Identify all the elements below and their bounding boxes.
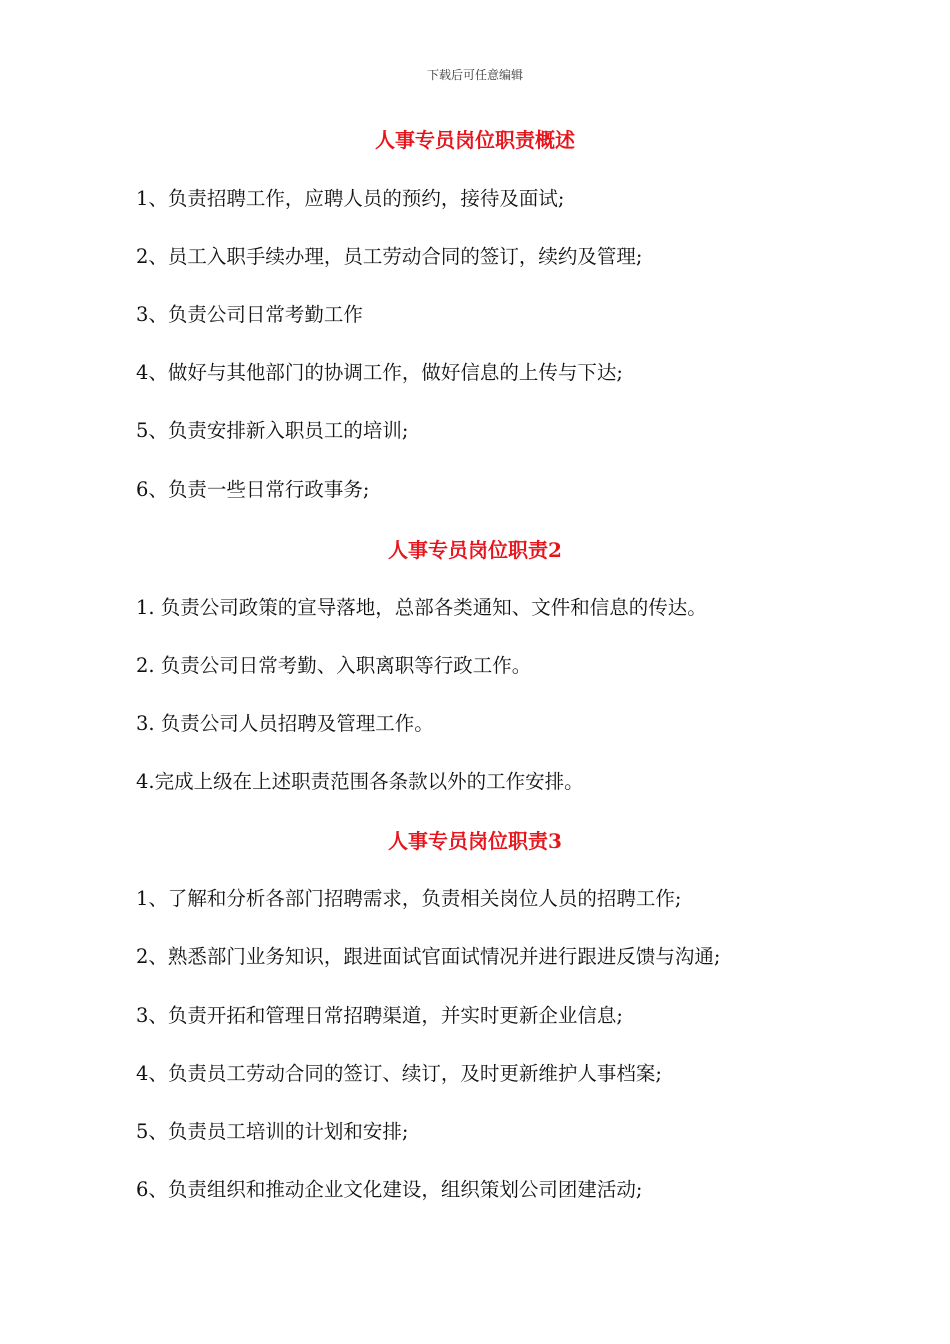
list-item: 1、负责招聘工作，应聘人员的预约，接待及面试;	[136, 187, 565, 210]
section-title-3: 人事专员岗位职责3	[388, 829, 562, 853]
list-item: 4.完成上级在上述职责范围各条款以外的工作安排。	[136, 770, 584, 793]
list-item: 1、了解和分析各部门招聘需求，负责相关岗位人员的招聘工作;	[136, 887, 682, 910]
list-item: 3、负责公司日常考勤工作	[136, 303, 363, 326]
list-item: 3. 负责公司人员招聘及管理工作。	[136, 712, 434, 735]
section-title-1: 人事专员岗位职责概述	[375, 128, 575, 152]
list-item: 1. 负责公司政策的宣导落地，总部各类通知、文件和信息的传达。	[136, 596, 707, 619]
list-item: 6、负责组织和推动企业文化建设，组织策划公司团建活动;	[136, 1178, 643, 1201]
list-item: 5、负责安排新入职员工的培训;	[136, 419, 409, 442]
list-item: 4、负责员工劳动合同的签订、续订，及时更新维护人事档案;	[136, 1062, 662, 1085]
list-item: 2、熟悉部门业务知识，跟进面试官面试情况并进行跟进反馈与沟通;	[136, 945, 721, 968]
section-title-2: 人事专员岗位职责2	[388, 538, 562, 562]
list-item: 6、负责一些日常行政事务;	[136, 478, 370, 501]
list-item: 3、负责开拓和管理日常招聘渠道，并实时更新企业信息;	[136, 1004, 623, 1027]
header-note: 下载后可任意编辑	[426, 68, 523, 82]
list-item: 2、员工入职手续办理，员工劳动合同的签订，续约及管理;	[136, 245, 643, 268]
list-item: 2. 负责公司日常考勤、入职离职等行政工作。	[136, 654, 532, 677]
list-item: 5、负责员工培训的计划和安排;	[136, 1120, 409, 1143]
list-item: 4、做好与其他部门的协调工作，做好信息的上传与下达;	[136, 361, 623, 384]
